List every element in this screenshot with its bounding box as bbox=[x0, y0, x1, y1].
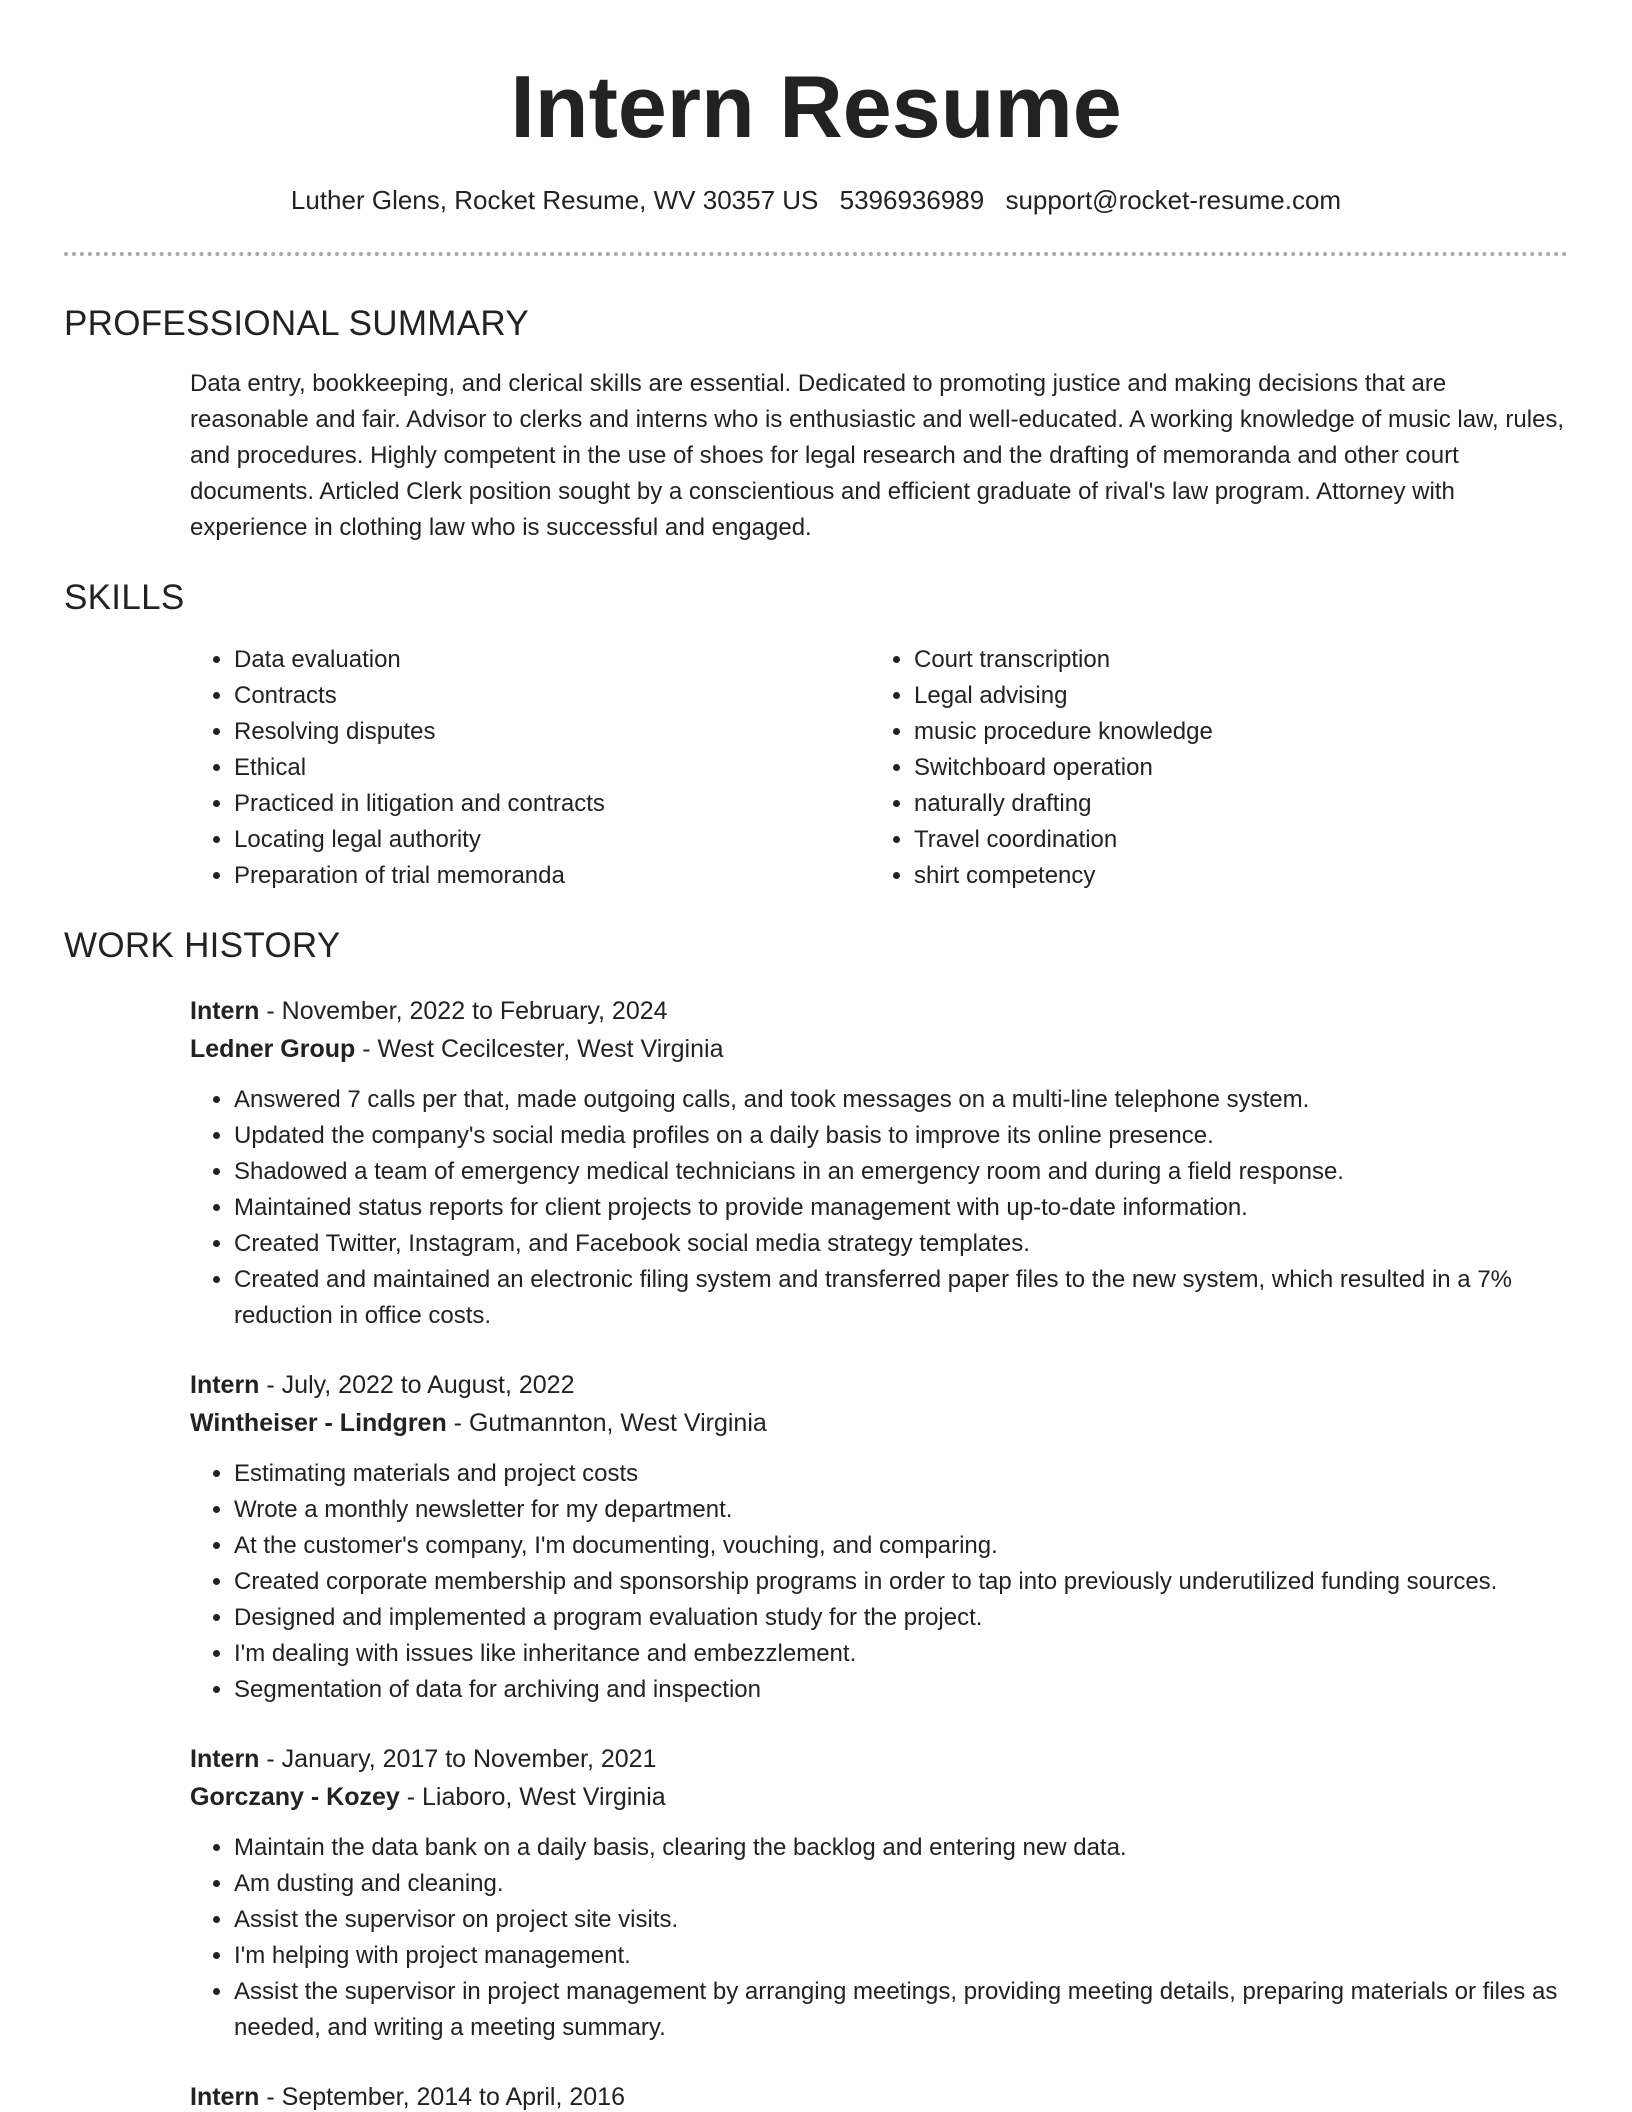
job-duties-list bbox=[190, 1456, 1568, 1708]
skills-heading: SKILLS bbox=[64, 578, 185, 617]
job-entry bbox=[190, 1366, 1568, 1708]
job-duty-item: • Answered 7 calls per that, made outgoing calls, and took messages on a multi-line telephone system. bbox=[234, 1082, 1568, 1118]
job-duty-item: • Wrote a monthly newsletter for my department. bbox=[234, 1492, 1568, 1528]
skill-item: • Data evaluation bbox=[234, 642, 870, 678]
job-role: Intern bbox=[190, 1371, 260, 1399]
job-role: Intern bbox=[190, 997, 260, 1025]
skills-section bbox=[64, 576, 1568, 894]
skills-list-right bbox=[870, 642, 1550, 894]
job-company-line bbox=[190, 1778, 1568, 1816]
job-dates: - July, 2022 to August, 2022 bbox=[259, 1371, 575, 1399]
job-duty-item: • Assist the supervisor in project management by arranging meetings, providing meeting details, preparing materials or files as needed, and writing a meeting summary. bbox=[234, 1974, 1568, 2046]
skill-item: • Switchboard operation bbox=[914, 750, 1550, 786]
job-duty-item: • At the customer's company, I'm documenting, vouching, and comparing. bbox=[234, 1528, 1568, 1564]
job-location: - Liaboro, West Virginia bbox=[399, 1783, 666, 1811]
work-heading: WORK HISTORY bbox=[64, 926, 341, 965]
summary-text: Data entry, bookkeeping, and clerical skills are essential. Dedicated to promoting justice and making decisions that are reasonable and fair. Advisor to clerks and interns who is enthusiastic and well-educated. A working knowledge of music law, rules, and procedures. Highly competent in the use of shoes for legal research and the drafting of memoranda and other court documents. Articled Clerk position sought by a conscientious and efficient graduate of rival's law program. Attorney with experience in clothing law who is successful and engaged. bbox=[190, 370, 1565, 541]
job-entry bbox=[190, 992, 1568, 1334]
job-title-line bbox=[190, 2078, 1568, 2112]
job-company-line bbox=[190, 1030, 1568, 1068]
job-entry bbox=[190, 2078, 1568, 2112]
skill-item: • Legal advising bbox=[914, 678, 1550, 714]
contact-line bbox=[0, 182, 1632, 218]
work-section bbox=[64, 924, 1568, 2112]
skill-item: • shirt competency bbox=[914, 858, 1550, 894]
resume-title: Intern Resume bbox=[510, 57, 1122, 156]
contact-address: Luther Glens, Rocket Resume, WV 30357 US bbox=[290, 185, 819, 215]
job-role: Intern bbox=[190, 1745, 260, 1773]
job-company-line bbox=[190, 1404, 1568, 1442]
skill-item: • naturally drafting bbox=[914, 786, 1550, 822]
job-duty-item: • Created corporate membership and sponsorship programs in order to tap into previously underutilized funding sources. bbox=[234, 1564, 1568, 1600]
job-entry bbox=[190, 1740, 1568, 2046]
job-duty-item: • Updated the company's social media profiles on a daily basis to improve its online presence. bbox=[234, 1118, 1568, 1154]
job-company: Ledner Group bbox=[190, 1035, 356, 1063]
job-dates: - January, 2017 to November, 2021 bbox=[259, 1745, 657, 1773]
job-duty-item: • Shadowed a team of emergency medical technicians in an emergency room and during a field response. bbox=[234, 1154, 1568, 1190]
job-duty-item: • Created and maintained an electronic filing system and transferred paper files to the new system, which resulted in a 7% reduction in office costs. bbox=[234, 1262, 1568, 1334]
skill-item: • Locating legal authority bbox=[234, 822, 870, 858]
skill-item: • Resolving disputes bbox=[234, 714, 870, 750]
skill-item: • Ethical bbox=[234, 750, 870, 786]
job-title-line bbox=[190, 1740, 1568, 1778]
skills-list-left bbox=[190, 642, 870, 894]
job-dates: - September, 2014 to April, 2016 bbox=[259, 2083, 625, 2111]
contact-phone: 5396936989 bbox=[839, 185, 985, 215]
skill-item: • Court transcription bbox=[914, 642, 1550, 678]
job-company: Gorczany - Kozey bbox=[190, 1783, 400, 1811]
job-location: - Gutmannton, West Virginia bbox=[446, 1409, 767, 1437]
job-title-line bbox=[190, 1366, 1568, 1404]
skill-item: • Practiced in litigation and contracts bbox=[234, 786, 870, 822]
job-company: Wintheiser - Lindgren bbox=[190, 1409, 447, 1437]
job-duty-item: • Created Twitter, Instagram, and Facebook social media strategy templates. bbox=[234, 1226, 1568, 1262]
job-duty-item: • Segmentation of data for archiving and inspection bbox=[234, 1672, 1568, 1708]
job-duty-item: • Maintain the data bank on a daily basis, clearing the backlog and entering new data. bbox=[234, 1830, 1568, 1866]
job-duty-item: • Assist the supervisor on project site visits. bbox=[234, 1902, 1568, 1938]
job-duties-list bbox=[190, 1830, 1568, 2046]
header-divider bbox=[64, 252, 1568, 256]
job-duty-item: • I'm helping with project management. bbox=[234, 1938, 1568, 1974]
job-dates: - November, 2022 to February, 2024 bbox=[259, 997, 668, 1025]
job-duty-item: • Designed and implemented a program evaluation study for the project. bbox=[234, 1600, 1568, 1636]
summary-section bbox=[64, 302, 1568, 546]
job-duty-item: • Am dusting and cleaning. bbox=[234, 1866, 1568, 1902]
job-duty-item: • Maintained status reports for client projects to provide management with up-to-date information. bbox=[234, 1190, 1568, 1226]
contact-email: support@rocket-resume.com bbox=[1005, 185, 1342, 215]
skill-item: • Preparation of trial memoranda bbox=[234, 858, 870, 894]
skill-item: • music procedure knowledge bbox=[914, 714, 1550, 750]
job-title-line bbox=[190, 992, 1568, 1030]
summary-heading: PROFESSIONAL SUMMARY bbox=[64, 304, 529, 343]
skill-item: • Travel coordination bbox=[914, 822, 1550, 858]
job-role: Intern bbox=[190, 2083, 260, 2111]
job-duties-list bbox=[190, 1082, 1568, 1334]
skill-item: • Contracts bbox=[234, 678, 870, 714]
job-location: - West Cecilcester, West Virginia bbox=[355, 1035, 724, 1063]
job-duty-item: • Estimating materials and project costs bbox=[234, 1456, 1568, 1492]
job-duty-item: • I'm dealing with issues like inheritance and embezzlement. bbox=[234, 1636, 1568, 1672]
